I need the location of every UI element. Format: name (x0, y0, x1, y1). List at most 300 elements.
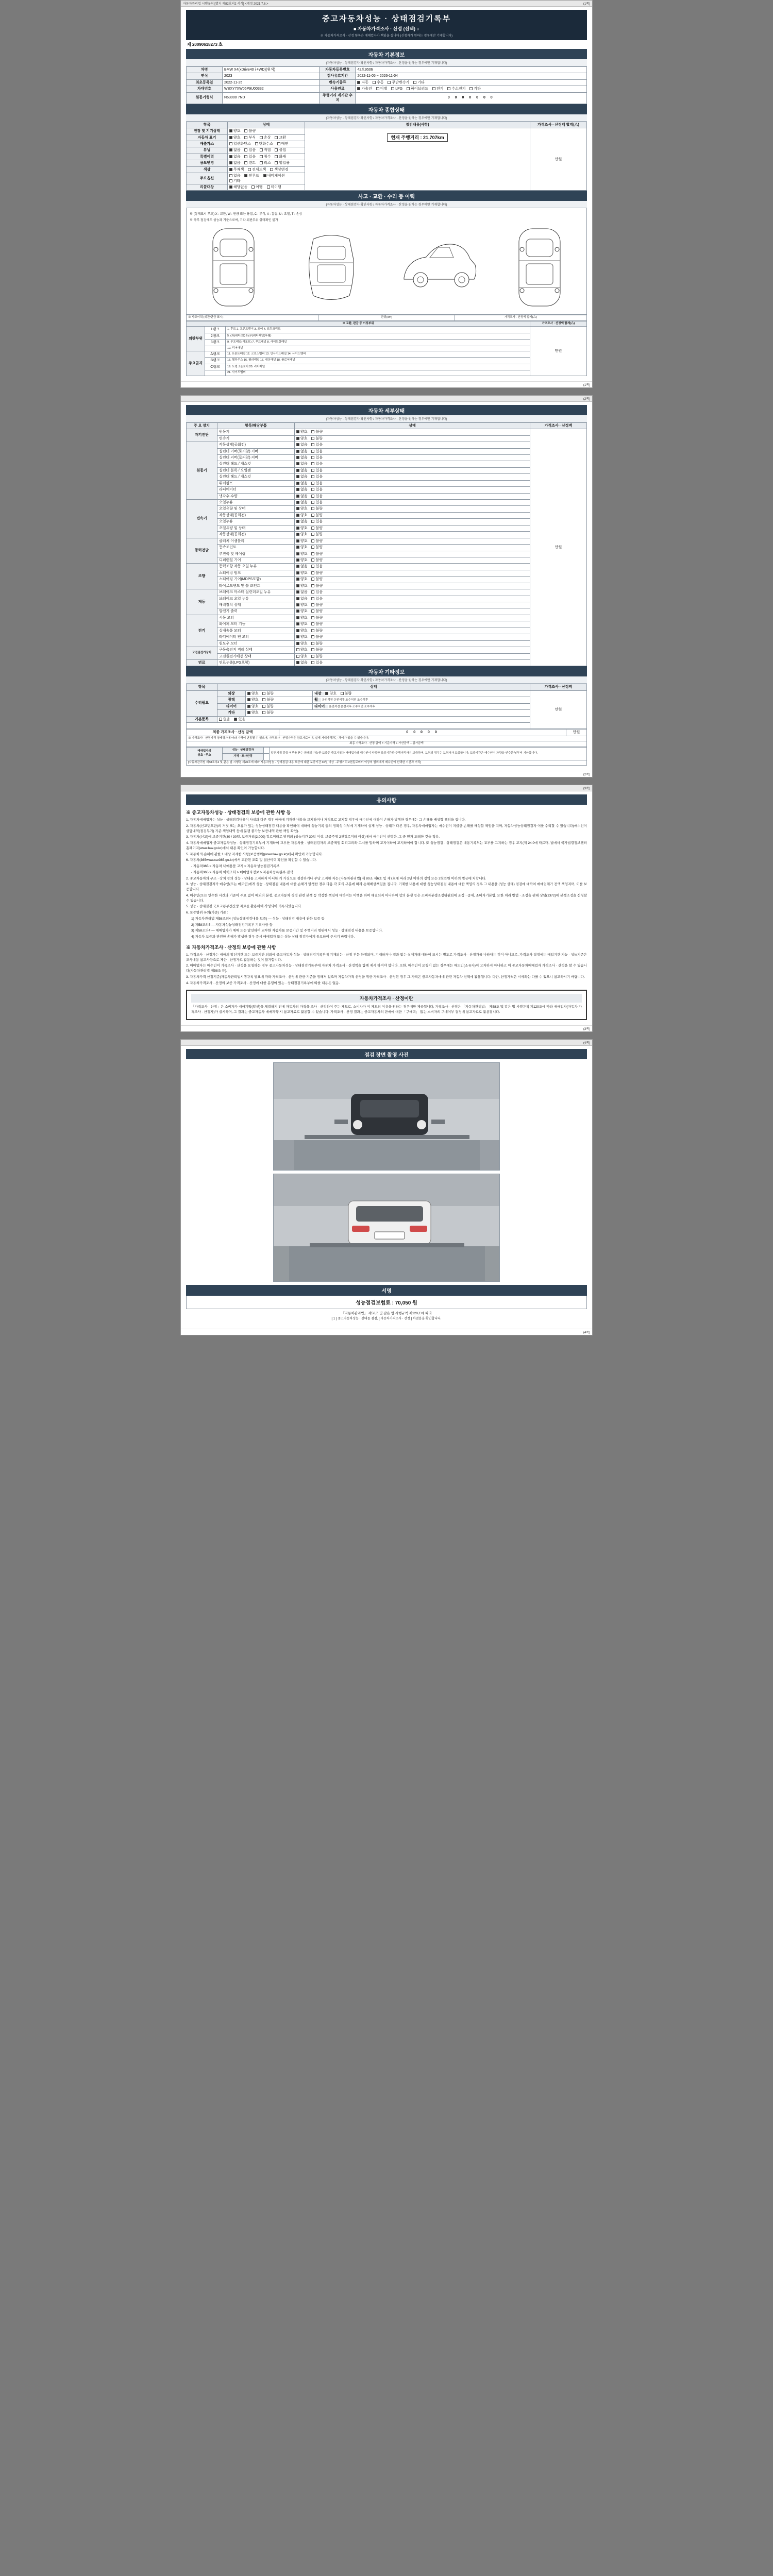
item-tm-oil-leak-1: 오일누유 (217, 500, 295, 506)
checkbox-spump-bad[interactable]: 불량 (311, 571, 323, 575)
checkbox-tmlevel2-bad[interactable]: 불량 (311, 526, 323, 531)
checkbox-sgear-good[interactable]: 양호 (296, 577, 308, 582)
table-row (187, 128, 587, 134)
row-value-transmission (356, 79, 587, 86)
checkbox-tmlevel2-good[interactable]: 양호 (296, 526, 308, 531)
checkbox-rocker-none[interactable]: 없음 (296, 449, 308, 454)
table-row (187, 346, 587, 351)
checkbox-sgear-bad[interactable]: 불량 (311, 577, 323, 582)
photo-front-illustration (274, 1063, 500, 1171)
checkbox-tmleak1-none[interactable]: 없음 (296, 500, 308, 505)
checkbox-block1-yes[interactable]: 있음 (311, 468, 323, 473)
inspector-company-label: 매매업자의 상호 · 주소 (187, 747, 223, 760)
checkbox-fuelleak-none[interactable]: 없음 (296, 660, 308, 665)
page-number-2: (2쪽) (583, 397, 590, 401)
item-window-motor: 윈도우 모터 (217, 640, 295, 647)
checkbox-blower-bad[interactable]: 불량 (311, 629, 323, 633)
checkbox-usage-rent[interactable]: 렌트 (244, 161, 256, 165)
checkbox-clutch-bad[interactable]: 불량 (311, 539, 323, 544)
checkbox-recall-na[interactable]: 해당없음 (229, 185, 247, 190)
state-fuel-leak (295, 659, 530, 666)
row-state-options (228, 173, 305, 184)
legal-footer-line-1: 「자동차관리법」 제58조 및 같은 법 시행규칙 제120조에 따라 (341, 1311, 432, 1315)
checkbox-alt-good[interactable]: 양호 (296, 609, 308, 614)
accident-price-cell (530, 327, 587, 376)
checkbox-color-original[interactable]: 무채색 (229, 167, 244, 172)
table-row (187, 608, 587, 615)
row-value-vin: WBXY7XW06P9U00332 (223, 86, 320, 92)
table-row (187, 358, 587, 364)
checkbox-vin-corrosion[interactable]: 부식 (244, 135, 256, 140)
item-blower-motor: 실내송풍 모터 (217, 628, 295, 634)
item-power-steering-leak: 동력조향 작동 오일 누유 (217, 564, 295, 570)
checkbox-booster-bad[interactable]: 불량 (311, 603, 323, 607)
item-tm-oil-level-1: 오일유량 및 상태 (217, 506, 295, 512)
group-high-voltage: 고전원전기장치 (187, 647, 217, 660)
table-row (187, 697, 587, 703)
overall-price-unit: 만원 (554, 157, 562, 161)
checkbox-idle-none[interactable]: 없음 (296, 443, 308, 447)
checkbox-coolant-yes[interactable]: 있음 (311, 494, 323, 499)
checkbox-mcyl-yes[interactable]: 있음 (311, 590, 323, 595)
item-steering-gear: 스티어링 기어(MDPS포함) (217, 577, 295, 583)
checkbox-tuning-yes[interactable]: 있음 (244, 148, 256, 152)
checkbox-cylhead3-yes[interactable]: 있음 (311, 474, 323, 479)
checkbox-winmotor-good[interactable]: 양호 (296, 641, 308, 646)
checkbox-option-sunroof[interactable]: 썬루프 (244, 174, 259, 178)
table-row (187, 461, 587, 467)
notice-item: 5. 자동차의 손해에 관한 1 배상 자세한 사항(보증범위)(www.law.go.kr)에서 확인이 가능합니다. (186, 852, 323, 856)
table-row (187, 512, 587, 518)
inspection-photo-rear (273, 1174, 500, 1282)
state-brake-oil-leak (295, 596, 530, 602)
panel-price-head: 가격조사 · 산정액 합계(△) (530, 321, 587, 326)
checkbox-coolant-none[interactable]: 없음 (296, 494, 308, 499)
checkbox-mcyl-none[interactable]: 없음 (296, 590, 308, 595)
checkbox-tmidle1-good[interactable]: 양호 (296, 513, 308, 518)
table-row (187, 577, 587, 583)
checkbox-batiso-bad[interactable]: 불량 (311, 648, 323, 652)
state-radiator (295, 487, 530, 493)
checkbox-wiper-good[interactable]: 양호 (296, 622, 308, 626)
checkbox-tuning-legal[interactable]: 적법 (260, 148, 271, 152)
checkbox-special-flood[interactable]: 침수 (260, 155, 271, 159)
checkbox-booster-good[interactable]: 양호 (296, 603, 308, 607)
form-reference: 자동차관리법 시행규칙 [별지 제82호의2 서식] <개정 2021.7.6.> (183, 3, 268, 6)
checkbox-special-none[interactable]: 없음 (229, 155, 241, 159)
checkbox-tmleak2-none[interactable]: 없음 (296, 519, 308, 524)
checkbox-starter-good[interactable]: 양호 (296, 616, 308, 620)
checkbox-tuning-none[interactable]: 없음 (229, 148, 241, 152)
checkbox-transmission-bad[interactable]: 불량 (311, 436, 323, 441)
diagram-note-2: ※ 하부 점검에도 성능과 기준으로써, 기타 외판부위 상태확인 불가 (190, 219, 278, 223)
checkbox-psleak-none[interactable]: 없음 (296, 564, 308, 569)
checkbox-emission-hc[interactable]: 탄화수소 (255, 142, 273, 146)
row-state-vin-mark (228, 134, 305, 141)
row-value-first-reg: 2022-11-25 (223, 79, 320, 86)
row-label-recall: 리콜대상 (187, 184, 228, 191)
others-state-tire-positions (313, 703, 530, 709)
state-cyl-head-3 (295, 474, 530, 480)
checkbox-cylhead1-yes[interactable]: 있음 (311, 455, 323, 460)
table-row (187, 333, 587, 339)
row-value-fuel (356, 86, 587, 92)
basic-info-table (186, 66, 587, 104)
checkbox-fuel-hybrid[interactable]: 하이브리드 (407, 87, 428, 91)
checkbox-hvwire-good[interactable]: 양호 (296, 654, 308, 659)
others-state-glass (246, 710, 530, 716)
checkbox-tuning-illegal[interactable]: 불법 (275, 148, 286, 152)
table-row (187, 519, 587, 525)
table-row (187, 500, 587, 506)
checkbox-tire-good[interactable]: 양호 (247, 704, 259, 709)
page-header-2 (181, 396, 592, 402)
panel-rank-2: 2랭크 (205, 333, 226, 339)
state-wiper-motor (295, 621, 530, 628)
checkbox-vin-damage[interactable]: 손상 (260, 135, 271, 140)
item-battery-isolation: 구동축전지 격리 상태 (217, 647, 295, 653)
checkbox-spump-good[interactable]: 양호 (296, 571, 308, 575)
item-hv-wiring: 고전원전기배선 상태 (217, 653, 295, 659)
table-row (187, 741, 587, 747)
checkbox-transmission-cvt[interactable]: 무단변속기 (388, 80, 409, 85)
item-brake-oil-leak: 브레이크 오일 누유 (217, 596, 295, 602)
state-tm-oil-leak-1 (295, 500, 530, 506)
col-detail-state: 상태 (295, 422, 530, 429)
checkbox-cylhead2-none[interactable]: 없음 (296, 462, 308, 466)
others-label-tire: 타이어 (217, 703, 246, 709)
checkbox-glass-bad[interactable]: 불량 (262, 710, 274, 715)
checkbox-cylhead1-none[interactable]: 없음 (296, 455, 308, 460)
checkbox-option-etc[interactable]: 기타 (229, 179, 241, 183)
checkbox-psleak-yes[interactable]: 있음 (311, 564, 323, 569)
checkbox-baseprice-yes[interactable]: 있음 (234, 717, 245, 722)
others-state-interior (313, 690, 530, 697)
group-electric: 전기 (187, 615, 217, 647)
checkbox-recall-done[interactable]: 이행 (251, 185, 263, 190)
notice-item: 2. 자동차(신고번호판)의 거짓 또는 오류가 있는 성능상태점검 내용을 확인하여 대하여 성능기록 등의 정확성 여부에 기재하여 실제 성능 · 상태가 다른 경우, 자동차매매업자는 매수인이 지급한 손해를 배상할 책임을 지며, 자동차성능상태점검자 이를 수리할 수 있습니다(매수인이 상담내역(점검무기) 기준 책임내역 등에 분쟁 불가능 보증내역 관한 책임 확인). (186, 824, 587, 833)
item-propeller-shaft: 추진축 및 베어링 (217, 551, 295, 557)
page-footer-4: (4쪽) (181, 1329, 592, 1335)
checkbox-option-navi[interactable]: 내비게이션 (263, 174, 285, 178)
page-1 (180, 0, 593, 388)
checkbox-fuel-gasoline[interactable]: 가솔린 (357, 87, 372, 91)
table-row (187, 690, 587, 697)
checkbox-polish-bad[interactable]: 불량 (262, 698, 274, 702)
checkbox-radiator-none[interactable]: 없음 (296, 487, 308, 492)
car-diagrams (190, 224, 583, 311)
final-price-formula: 최종 가격조사 · 산정 금액 = 기준가격 + 가산금액 − 감가금액 (187, 741, 587, 747)
checkbox-tmidle2-bad[interactable]: 불량 (311, 532, 323, 537)
item-tie-rod: 타이로드엔드 및 볼 조인트 (217, 583, 295, 589)
state-water-pump (295, 480, 530, 486)
checkbox-propshaft-bad[interactable]: 불량 (311, 552, 323, 556)
checkbox-usage-lease[interactable]: 리스 (260, 161, 271, 165)
col-detail-item: 항목/해당부품 (217, 422, 295, 429)
detail-price-cell (530, 429, 587, 666)
item-engine-idle: 작동상태(공회전) (217, 442, 295, 448)
checkbox-fuel-electric[interactable]: 전기 (432, 87, 444, 91)
item-transmission: 변속기 (217, 435, 295, 442)
checkbox-tmlevel1-good[interactable]: 양호 (296, 506, 308, 511)
others-label-glass: 기타 (217, 710, 246, 716)
checkbox-radfan-bad[interactable]: 불량 (311, 635, 323, 639)
state-tm-idle-1 (295, 512, 530, 518)
checkbox-emission-smoke[interactable]: 매연 (277, 142, 289, 146)
state-rocker-cover (295, 448, 530, 454)
others-wheel-positions: 운전석전 운전석후 조수석전 조수석후 (322, 699, 368, 702)
checkbox-starter-bad[interactable]: 불량 (311, 616, 323, 620)
inspector-label-price: 가격 · 조사산정 (223, 754, 264, 760)
checkbox-glass-good[interactable]: 양호 (247, 710, 259, 715)
section-basic-info-subtitle: (자동차성능 · 상태점검자 확인사항 / 자동차가격조사 · 산정을 원하는 경우에만 기재합니다) (186, 59, 587, 66)
checkbox-tmidle2-good[interactable]: 양호 (296, 532, 308, 537)
checkbox-transmission-manual[interactable]: 수동 (373, 80, 384, 85)
state-booster (295, 602, 530, 608)
item-radiator-fan: 라디에이터 팬 모터 (217, 634, 295, 640)
others-state-wheel (313, 697, 530, 703)
checkbox-radiator-yes[interactable]: 있음 (311, 487, 323, 492)
row-value-engine-type: N63000 7ND (223, 92, 320, 104)
state-window-motor (295, 640, 530, 647)
detail-state-table (186, 422, 587, 667)
checkbox-waterpump-none[interactable]: 없음 (296, 481, 308, 486)
table-row (187, 493, 587, 499)
row-label-color: 색상 (187, 166, 228, 173)
checkbox-brakeleak-none[interactable]: 없음 (296, 597, 308, 601)
checkbox-option-none[interactable]: 없음 (229, 174, 241, 178)
table-row (187, 557, 587, 563)
checkbox-fuel-etc[interactable]: 기타 (469, 87, 481, 91)
state-block-oilpan-1 (295, 467, 530, 473)
table-row (187, 487, 587, 493)
checkbox-special-fire[interactable]: 화재 (275, 155, 286, 159)
checkbox-usage-none[interactable]: 없음 (229, 161, 241, 165)
checkbox-tmlevel1-bad[interactable]: 불량 (311, 506, 323, 511)
section-accident-title: 사고 · 교환 · 수리 등 이력 (186, 191, 587, 201)
table-header-row (187, 422, 587, 429)
others-state-polish (246, 697, 313, 703)
row-label-usage-change: 용도변경 (187, 160, 228, 166)
others-state-tire (246, 703, 313, 709)
checkbox-emission-co[interactable]: 일산화탄소 (229, 142, 251, 146)
state-cyl-head-1 (295, 454, 530, 461)
page-number-1: (1쪽) (583, 3, 590, 6)
state-tm-idle-2 (295, 532, 530, 538)
checkbox-tmleak1-yes[interactable]: 있음 (311, 500, 323, 505)
state-tm-oil-level-1 (295, 506, 530, 512)
row-label-special-history: 특별이력 (187, 154, 228, 160)
table-row (187, 327, 587, 333)
page-header-3 (181, 785, 592, 791)
legend-right: 가격조사 · 산정액 합계(△) (455, 315, 586, 320)
others-empty-row (187, 723, 530, 729)
others-group-label: 수리필요 (187, 690, 217, 716)
checkbox-tierod-good[interactable]: 양호 (296, 584, 308, 588)
table-row (187, 730, 587, 736)
notice-item: 4. 자동차가격조사 · 산정의 보증 가격조사 · 산정에 대한 분쟁이 있는 · 상태점검기록부에 따를 내용은 없음. (186, 981, 340, 985)
panel-rank-4 (205, 346, 226, 351)
table-row (187, 602, 587, 608)
inspector-value-price (264, 754, 270, 760)
checkbox-polish-good[interactable]: 양호 (247, 698, 259, 702)
checkbox-cylhead2-yes[interactable]: 있음 (311, 462, 323, 466)
notice-subitem: 1) 자동차관리법 제58조의4 (성능상태점검내용 보증) — 성능 · 상태점검 내용에 관한 보증 등 (191, 917, 325, 921)
section-detail-subtitle: (자동차성능 · 상태점검자 확인사항 / 자동차가격조사 · 산정을 원하는 경우에만 기재합니다) (186, 415, 587, 422)
row-label-engine-type: 원동기형식 (187, 92, 223, 104)
panel-items-3: 9. 루프패널(서포트) 7. 루프패널 8. 사이드실패널 (226, 340, 530, 346)
row-state-recall (228, 184, 305, 191)
checkbox-fuel-diesel[interactable]: 디젤 (376, 87, 388, 91)
checkbox-tire-bad[interactable]: 불량 (262, 704, 274, 709)
checkbox-fuel-lpg[interactable]: LPG (391, 87, 402, 91)
checkbox-alt-bad[interactable]: 불량 (311, 609, 323, 614)
table-row (187, 736, 587, 741)
table-row (187, 621, 587, 628)
checkbox-usage-business[interactable]: 영업용 (275, 161, 289, 165)
item-block-oilpan-1: 실린더 블록 / 오일팬 (217, 467, 295, 473)
checkbox-color-changed[interactable]: 색상변경 (270, 167, 288, 172)
table-row (187, 723, 587, 729)
col-price: 가격조사 · 산정액 합계(△) (530, 122, 587, 128)
section-photos-title: 점검 장면 촬영 사진 (186, 1049, 587, 1059)
accident-panel-table (186, 321, 587, 376)
item-water-pump: 워터펌프 (217, 480, 295, 486)
overall-state-table (186, 122, 587, 191)
car-side-left-diagram (203, 224, 264, 311)
state-clutch (295, 538, 530, 544)
checkbox-transmission-good[interactable]: 양호 (296, 436, 308, 441)
table-row (187, 340, 587, 346)
section-others-subtitle: (자동차성능 · 상태점검자 확인사항 / 자동차가격조사 · 산정을 원하는 경우에만 기재합니다) (186, 676, 587, 684)
row-label-year: 연식 (187, 73, 223, 79)
checkbox-tierod-bad[interactable]: 불량 (311, 584, 323, 588)
others-label-baseprice: 기본품목 (187, 716, 217, 722)
docno-suffix: 호 (219, 42, 223, 47)
inspection-fee-unit: 원 (412, 1300, 417, 1306)
checkbox-clutch-good[interactable]: 양호 (296, 539, 308, 544)
checkbox-transmission-auto[interactable]: 자동 (357, 80, 368, 85)
checkbox-block1-none[interactable]: 없음 (296, 468, 308, 473)
notice-item: 4. 매수인(또는 인수한 시간과 기준이 주요 없이 예외의 분쟁, 중고자동차 경정 관련 분쟁 등 약정한 책임에 대하여는 이행을 하며 해결되지 아니하여 합의 분쟁 등은 소비자분쟁조정위원회에 조정 · 중재, 소비자기본법, 또한 처리 방법 · 조정을 위해 상담(1372)에 분쟁조정을 신청할 수 있습니다. (186, 893, 587, 903)
item-coolant: 냉각수 수량 (217, 493, 295, 499)
checkbox-electrical-good[interactable]: 양호 (229, 129, 241, 133)
overall-detail-cell (305, 128, 530, 191)
group-engine: 원동기 (187, 442, 217, 500)
checkbox-wiper-bad[interactable]: 불량 (311, 622, 323, 626)
final-price-value: 0 0 0 0 0 (279, 730, 566, 736)
checkbox-interior-good[interactable]: 양호 (325, 691, 337, 696)
state-battery-isolation (295, 647, 530, 653)
section-basic-info-title: 자동차 기본정보 (186, 49, 587, 59)
table-row (187, 747, 587, 753)
checkbox-tmleak2-yes[interactable]: 있음 (311, 519, 323, 524)
checkbox-vin-replace[interactable]: 교환 (275, 135, 286, 140)
inspection-fee-label: 성능점검보험료 : (356, 1300, 395, 1306)
panel-rank-a: A랭크 (205, 351, 226, 358)
checkbox-brakeleak-yes[interactable]: 있음 (311, 597, 323, 601)
table-row (187, 551, 587, 557)
table-row (187, 315, 587, 320)
state-radiator-fan (295, 634, 530, 640)
checkbox-diff-good[interactable]: 양호 (296, 558, 308, 563)
checkbox-fuel-hydrogen[interactable]: 수소전기 (447, 87, 465, 91)
checkbox-cylhead3-none[interactable]: 없음 (296, 474, 308, 479)
checkbox-diff-bad[interactable]: 불량 (311, 558, 323, 563)
table-row (187, 653, 587, 659)
checkbox-special-yes[interactable]: 있음 (244, 155, 256, 159)
checkbox-cvjoint-good[interactable]: 양호 (296, 545, 308, 550)
checkbox-idle-yes[interactable]: 있음 (311, 443, 323, 447)
checkbox-batiso-good[interactable]: 양호 (296, 648, 308, 652)
row-value-year: 2023 (223, 73, 320, 79)
checkbox-rocker-yes[interactable]: 있음 (311, 449, 323, 454)
row-label-emission: 배출가스 (187, 141, 228, 147)
docno-value: 20090618273 (192, 42, 217, 47)
final-price-unit: 만원 (566, 730, 587, 736)
table-header-row (187, 122, 587, 128)
checkbox-tmidle1-bad[interactable]: 불량 (311, 513, 323, 518)
checkbox-radfan-good[interactable]: 양호 (296, 635, 308, 639)
checkbox-vin-good[interactable]: 양호 (229, 135, 241, 140)
checkbox-electrical-bad[interactable]: 불량 (244, 129, 256, 133)
table-row (187, 532, 587, 538)
table-row (187, 615, 587, 621)
checkbox-recall-not-done[interactable]: 미이행 (267, 185, 281, 190)
row-label-transmission: 변속기종류 (320, 79, 356, 86)
panel-head: ※ 교환, 판금 등 이상부위 (187, 321, 530, 326)
checkbox-waterpump-yes[interactable]: 있음 (311, 481, 323, 486)
checkbox-exterior-bad[interactable]: 불량 (262, 691, 274, 696)
table-row (187, 67, 587, 73)
mileage-display: 현재 주행거리 : 21,707km (387, 133, 447, 142)
notice-item: 4. 자동차매매업자 중고자동차성능 · 상태점검기록부에 기재하여 교부한 자동차를 · 상태점검자의 보증책임 회피고려와 고시를 말하며 고지여하여 고지하여야 합니다. 또 성능점검 · 상태점검은 내용기록부는 교부를 고지하는 경우 고지(제 24.0에 따르며, 법에서 국가법령정보센터 홈페이지(www.law.go.kr)에서 내용 확인이 가능합니다. (186, 841, 587, 850)
legal-footer-line-2: [ 1 ] 중고자동차성능 · 상태를 점검, [ 자동차가격조사 · 산정 ] 하였음을 확인합니다. (331, 1317, 442, 1320)
notice-subitem: 4) 자동차 보증과 관련한 손해가 발생한 경우 즉시 매매업자 또는 성능 상태 점검자에게 통보하여 주시기 바랍니다. (191, 935, 355, 939)
panel-items-d: 21. 사이드멤버 (226, 370, 530, 376)
price-survey-definition-box (186, 990, 587, 1020)
table-row (187, 506, 587, 512)
state-transmission (295, 435, 530, 442)
checkbox-color-full-paint[interactable]: 전체도색 (248, 167, 266, 172)
col-main-device: 주 요 장치 (187, 422, 217, 429)
others-price-cell (530, 690, 587, 729)
checkbox-cvjoint-bad[interactable]: 불량 (311, 545, 323, 550)
table-row (187, 73, 587, 79)
state-tm-oil-leak-2 (295, 519, 530, 525)
page-footer-2: (2쪽) (181, 771, 592, 777)
checkbox-engine-bad[interactable]: 불량 (311, 430, 323, 434)
checkbox-hvwire-bad[interactable]: 불량 (311, 654, 323, 659)
detail-price-unit: 만원 (554, 546, 562, 550)
others-label-exterior: 외장 (217, 690, 246, 697)
checkbox-blower-good[interactable]: 양호 (296, 629, 308, 633)
checkbox-engine-good[interactable]: 양호 (296, 430, 308, 434)
panel-items-c: 19. 트렁크플로어 20. 리어패널 (226, 364, 530, 370)
checkbox-propshaft-good[interactable]: 양호 (296, 552, 308, 556)
checkbox-winmotor-bad[interactable]: 불량 (311, 641, 323, 646)
checkbox-transmission-etc[interactable]: 기타 (413, 80, 425, 85)
checkbox-fuelleak-yes[interactable]: 있음 (311, 660, 323, 665)
section-detail-title: 자동차 세부상태 (186, 405, 587, 415)
panel-items-4: 10. 리어패널 (226, 346, 530, 351)
row-state-emission (228, 141, 305, 147)
checkbox-exterior-good[interactable]: 양호 (247, 691, 259, 696)
table-row (187, 596, 587, 602)
checkbox-interior-bad[interactable]: 불량 (341, 691, 352, 696)
checkbox-baseprice-none[interactable]: 없음 (219, 717, 230, 722)
table-row (187, 760, 587, 765)
